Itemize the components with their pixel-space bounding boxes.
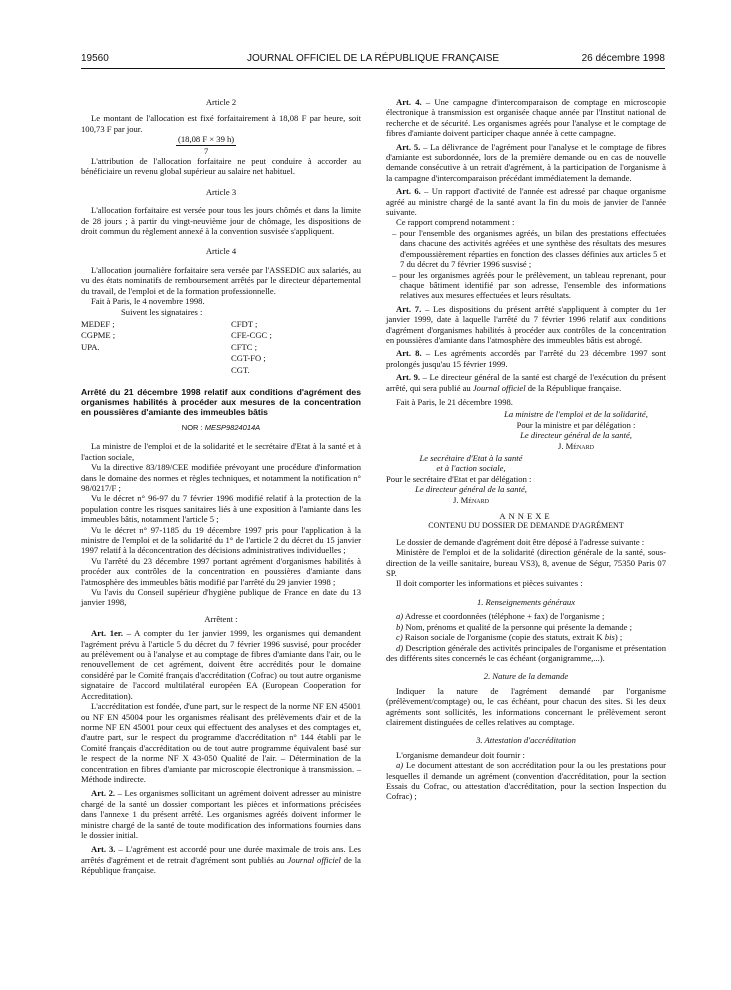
article-4-label: Art. 4. (396, 97, 422, 107)
signatory (81, 365, 231, 375)
signature-block-1 (386, 409, 666, 451)
signatory: CFE-CGC ; (231, 330, 272, 341)
signature-name: J. Ménard (558, 440, 594, 451)
article-3-text: – L'agrément est accordé pour une durée maximale de trois ans. Les arrêtés d'agrément et de retrait d'agrément sont publiés au (81, 844, 361, 865)
annex-heading: ANNEXE (499, 511, 553, 522)
article-3-end: de la République française. (81, 854, 361, 876)
article-6-label: Art. 6. (396, 186, 421, 197)
signatory (81, 353, 231, 363)
signature-line: Pour le secrétaire d'Etat et par délégation : (386, 473, 532, 484)
nor-code: MESP9824014A (204, 422, 261, 432)
formula-numerator: (18,08 F × 39 h) (178, 134, 235, 145)
article-5-text: – La délivrance de l'agrément pour l'analyse et le comptage de fibres d'amiante est subordonnée, lors de la première demande ou en cas de nouvelle demande consécutive à un retrait d'agrément, à la participation de l'organisme à la campagne d'intercomparaison précédant immédiatement la demande. (386, 141, 667, 183)
article-4-text: – Une campagne d'intercomparaison de comptage en microscopie électronique à transmission est organisée chaque année par l'Institut national de recherche et de sécurité. Les organismes agréés pour l'analyse et le comptage de fibres d'amiante doivent participer chaque année à cette campagne. (386, 97, 667, 139)
journal-officiel-ref: Journal officiel (287, 854, 341, 865)
formula-denominator: 7 (203, 145, 209, 156)
signature-line: et à l'action sociale, (436, 463, 506, 474)
item-letter: a) (396, 611, 404, 622)
article-2-text: – Les organismes sollicitant un agrément doivent adresser au ministre chargé de la santé un dossier comportant les pièces et informations précisées dans l'annexe 1 du présent arrêté. Les organismes agréés doivent informer le ministre chargé de la santé de toute modification des informations fournies dans le dossier initial. (81, 788, 362, 840)
nor-label: NOR : (181, 422, 203, 432)
signatories-intro: Suivent les signataires : (121, 306, 203, 317)
section-2-heading: 2. Nature de la demande (483, 671, 569, 682)
article-6-bullet-2: – pour les organismes agréés pour le prélèvement, un tableau reprenant, pour chaque bâtiment identifié par son adresse, l'ensemble des informations relatives aux mesures effectuées et leurs résultats. (392, 269, 666, 301)
article-4 (386, 97, 666, 139)
left-column (81, 97, 361, 876)
signature-date: Fait à Paris, le 21 décembre 1998. (396, 396, 513, 407)
header-rule (81, 68, 665, 69)
arretent-heading: Arrêtent : (204, 613, 238, 624)
signature-line: Le directeur général de la santé, (415, 484, 527, 495)
formula (81, 134, 361, 156)
section-2-paragraph: Indiquer la nature de l'agrément demandé par l'organisme (prélèvement/comptage) ou, le cas échéant, pour chacun des sites. Si les deux agréments sont sollicités, les informations concernant le prélèvement seront clairement distinguées de celles relatives au comptage. (386, 685, 666, 727)
signature-name: J. Ménard (453, 494, 489, 505)
item-letter: d) (396, 642, 404, 653)
section-1-heading: 1. Renseignements généraux (476, 596, 576, 607)
article-8-label: Art. 8. (396, 348, 422, 359)
article-9 (386, 372, 666, 393)
article-1 (81, 628, 361, 701)
section-3-paragraph: L'organisme demandeur doit fournir : (396, 749, 525, 760)
journal-officiel-ref: Journal officiel (472, 382, 526, 393)
article-2-paragraph-2: L'attribution de l'allocation forfaitaire ne peut conduire à accorder au bénéficiaire un revenu global supérieur au salaire net habituel. (81, 156, 361, 177)
issue-date: 26 décembre 1998 (581, 53, 665, 64)
article-7-label: Art. 7. (396, 303, 422, 314)
article-1-text: – A compter du 1er janvier 1999, les organismes qui demandent l'agrément prévu à l'article 5 du décret du 7 février 1996 susvisé, pour procéder au prélèvement ou à l'analyse et au comptage de fibres d'amiante dans l'air, ou le renouvellement de cet agrément, doivent être accrédités pour le domaine considéré par le Comité français d'accréditation (Cofrac) ou tout autre organisme signataire de l'accord multilatéral européen EA (European Cooperation for Accreditation). (81, 628, 361, 701)
signature-line: La ministre de l'emploi et de la solidarité, (504, 409, 648, 420)
annex-paragraph-2: Ministère de l'emploi et de la solidarité (direction générale de la santé, sous-direction de la veille sanitaire, bureau VS3), 8, avenue de Ségur, 75350 Paris 07 SP. (386, 547, 666, 579)
section-3-heading: 3. Attestation d'accréditation (476, 735, 576, 746)
item-letter: b) (396, 621, 404, 632)
article-1-label: Art. 1er. (91, 628, 123, 639)
journal-title: JOURNAL OFFICIEL DE LA RÉPUBLIQUE FRANÇAISE (246, 53, 500, 64)
item-text: Adresse et coordonnées (téléphone + fax) de l'organisme ; (403, 611, 605, 622)
article-8-text: – Les agréments accordés par l'arrêté du 23 décembre 1997 sont prolongés jusqu'au 15 février 1999. (386, 348, 666, 369)
signature-block-3 (386, 484, 556, 505)
article-2-heading: Article 2 (205, 97, 237, 107)
visa-5: Vu l'avis du Conseil supérieur d'hygiène publique de France en date du 13 janvier 1998, (81, 587, 361, 608)
item-text: Nom, prénoms et qualité de la personne qui présente la demande ; (403, 621, 633, 632)
signature-block-2 (386, 453, 556, 474)
visa-4: Vu l'arrêté du 23 décembre 1997 portant agrément d'organismes habilités à procéder aux contrôles de la concentration en poussières d'amiante dans l'atmosphère des immeubles bâtis modifié par l'arrêté du 29 janvier 1998 ; (81, 555, 361, 587)
article-4-paragraph: L'allocation journalière forfaitaire sera versée par l'ASSEDIC aux salariés, au vu des états nominatifs de remboursement arrêtés par le directeur départemental du travail, de l'emploi et de la formation professionnelle. (81, 264, 361, 296)
page-header (81, 53, 665, 67)
signatory: CGPME ; (81, 330, 116, 341)
article-7 (386, 304, 666, 346)
article-2-paragraph-1: Le montant de l'allocation est fixé forfaitairement à 18,08 F par heure, soit 100,73 F par jour. (81, 113, 361, 134)
signatory: UPA. (81, 341, 100, 352)
right-column (386, 97, 666, 802)
signatory: CGT-FO ; (231, 353, 266, 364)
article-1-paragraph-2: L'accréditation est fondée, d'une part, sur le respect de la norme NF EN 45001 ou NF EN 45004 pour les organismes réalisant des prélèvements d'air et de la norme NF EN 45001 pour ceux qui effectuent des analyses et des comptages et, d'autre part, sur le respect du programme d'accréditation n° 144 établi par le Comité français d'accréditation ou de tout autre programme équivalent basé sur le respect de la norme NF X 43-050 Qualité de l'air. – Détermination de la concentration en fibres d'amiante par microscopie électronique à transmission. – Méthode indirecte. (81, 701, 361, 784)
annex-subtitle: CONTENU DU DOSSIER DE DEMANDE D'AGRÉMENT (428, 521, 624, 531)
item-bis: bis (604, 632, 615, 643)
article-3-heading: Article 3 (205, 186, 237, 197)
item-end: ) ; (614, 632, 623, 643)
article-9-end: de la République française. (525, 382, 622, 393)
annex-paragraph-3: Il doit comporter les informations et pièces suivantes : (396, 578, 583, 589)
article-5 (386, 142, 666, 184)
signature-line: Pour la ministre et par délégation : (516, 419, 636, 430)
signatory: MEDEF ; (81, 318, 115, 329)
section-1-item-c (386, 632, 666, 642)
article-4-heading: Article 4 (205, 246, 237, 257)
item-letter: c) (396, 632, 403, 643)
signatory: CFTC ; (231, 341, 258, 352)
signatories-list (81, 319, 361, 375)
signature-line: Le directeur général de la santé, (520, 430, 632, 441)
visa-1: Vu la directive 83/189/CEE modifiée prévoyant une procédure d'information dans le domaine des normes et règles techniques, et notamment la notification n° 98/0217/F ; (81, 462, 361, 493)
signatory: CGT. (231, 364, 250, 375)
item-text: Le document attestant de son accréditation pour la ou les prestations pour lesquelles il demande un agrément (convention d'accréditation, pour la section Essais du Cofrac, ou attestation d'accréditation, pour la section Inspection du Cofrac) ; (386, 760, 666, 802)
visa-2: Vu le décret n° 96-97 du 7 février 1996 modifié relatif à la protection de la population contre les risques sanitaires liés à une exposition à l'amiante dans les immeubles bâtis, notamment l'article 5 ; (81, 493, 361, 525)
item-text: Description générale des activités principales de l'organisme et présentation des différents sites concernés le cas échéant (organigramme,...). (386, 642, 666, 663)
article-3-label: Art. 3. (91, 844, 116, 855)
item-letter: a) (396, 760, 404, 771)
section-3-item-a (386, 760, 666, 802)
section-1-item-b (386, 622, 666, 632)
signatory: CFDT ; (231, 318, 258, 329)
article-7-text: – Les dispositions du présent arrêté s'appliquent à compter du 1er janvier 1999, date à laquelle l'arrêté du 7 février 1996 relatif aux conditions d'agrément d'organismes habilités à procéder aux contrôles de la concentration en poussières d'amiante dans l'atmosphère des immeubles bâtis est abrogé. (386, 303, 666, 345)
article-6 (386, 186, 666, 217)
article-9-label: Art. 9. (396, 372, 421, 383)
signature-date: Fait à Paris, le 4 novembre 1998. (91, 296, 205, 307)
visa-3: Vu le décret n° 97-1185 du 19 décembre 1997 pris pour l'application à la ministre de l'emploi et de la solidarité du 1° de l'article 2 du décret du 15 janvier 1997 relatif à la déconcentration des décisions administratives individuelles ; (81, 524, 361, 556)
section-1-item-d (386, 643, 666, 664)
article-6-bullet-1: – pour l'ensemble des organismes agréés, un bilan des prestations effectuées dans chacune des activités agréées et une synthèse des résultats des mesures d'empoussièrement réparties en fonction des classes définies aux articles 5 et 7 du décret du 7 février 1996 susvisé ; (392, 227, 666, 270)
article-2-label: Art. 2. (91, 788, 116, 799)
annex-paragraph-1: Le dossier de demande d'agrément doit être déposé à l'adresse suivante : (396, 536, 645, 547)
article-9-text: – Le directeur général de la santé est chargé de l'exécution du présent arrêté, qui sera publié au (386, 372, 666, 393)
article-3 (81, 844, 361, 875)
article-5-label: Art. 5. (396, 141, 421, 152)
article-8 (386, 348, 666, 369)
decree-title: Arrêté du 21 décembre 1998 relatif aux conditions d'agrément des organismes habilités à procéder aux mesures de la concentration en poussières d'amiante des immeubles bâtis (81, 386, 361, 417)
section-1-item-a (386, 611, 666, 621)
page-number: 19560 (81, 53, 109, 64)
article-2 (81, 788, 361, 840)
article-6-paragraph-2: Ce rapport comprend notamment : (396, 217, 515, 228)
article-6-text: – Un rapport d'activité de l'année est adressé par chaque organisme agréé au ministre chargé de la santé avant la fin du mois de janvier de l'année suivante. (386, 186, 666, 218)
signature-line: Le secrétaire d'Etat à la santé (419, 453, 523, 463)
nor-reference (81, 423, 361, 433)
article-3-paragraph: L'allocation forfaitaire est versée pour tous les jours chômés et dans la limite de 28 jours ; à partir du vingt-neuvième jour de chômage, les dispositions de droit commun du règlement annexé à la convention susvisée s'appliquent. (81, 205, 361, 237)
item-text: Raison sociale de l'organisme (copie des statuts, extrait K (402, 632, 605, 643)
visa-intro: La ministre de l'emploi et de la solidarité et le secrétaire d'Etat à la santé et à l'action sociale, (81, 441, 361, 462)
